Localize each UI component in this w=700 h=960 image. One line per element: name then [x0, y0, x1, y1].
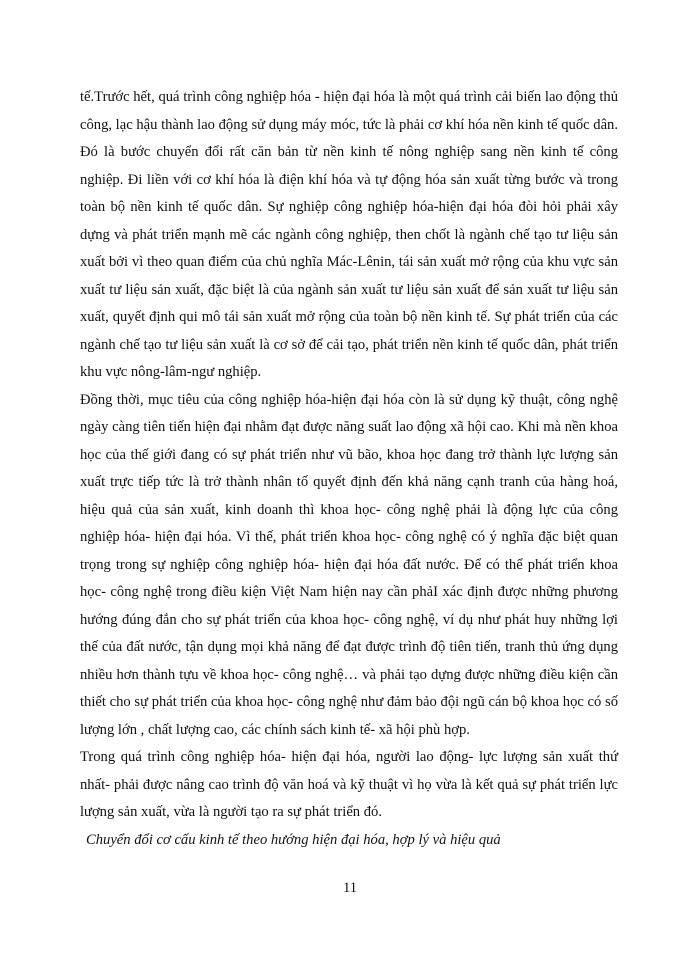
page-number: 11	[342, 880, 358, 896]
paragraph-labor-force: Trong quá trình công nghiệp hóa- hiện đại hóa, người lao động- lực lượng sản xuất thứ nhất- phải được nâng cao trình độ văn hoá và kỹ thuật vì họ vừa là kết quả sự phát triển lực lượng sản xuất, vừa là người tạo ra sự phát triển đó.	[80, 749, 618, 820]
paragraph-science-technology: Đồng thời, mục tiêu của công nghiệp hóa-hiện đại hóa còn là sử dụng kỹ thuật, công nghệ ngày càng tiên tiến hiện đại nhằm đạt được năng suất lao động xã hội cao. Khi mà nền khoa học của thế giới đang có sự phát triển như vũ bão, khoa học đang trở thành lực lượng sản xuất trực tiếp tức là trở thành nhân tố quyết định đến khả năng cạnh tranh của hàng hoá, hiệu quả của sản xuất, kinh doanh thì khoa học- công nghệ phải là động lực của công nghiệp hóa- hiện đại hóa. Vì thế, phát triển khoa học- công nghệ có ý nghĩa đặc biệt quan trọng trong sự nghiệp công nghiệp hóa- hiện đại hóa đất nước. Để có thể phát triển khoa học- công nghệ trong điều kiện Việt Nam hiện nay cần phảI xác định được những phương hướng đúng đắn cho sự phát triển của khoa học- công nghệ, ví dụ như phát huy những lợi thế của đất nước, tận dụng mọi khả năng để đạt được trình độ tiên tiến, tranh thủ ứng dụng nhiều hơn thành tựu về khoa học- công nghệ… và phải tạo dựng được những điều kiện cần thiết cho sự phát triển của khoa học- công nghệ như đảm bảo đội ngũ cán bộ khoa học có số lượng lớn , chất lượng cao, các chính sách kinh tế- xã hội phù hợp.	[80, 391, 618, 738]
section-heading: Chuyển đổi cơ cấu kinh tế theo hướng hiện đại hóa, hợp lý và hiệu quả	[86, 831, 501, 848]
body-text	[80, 84, 618, 854]
paragraph-industrialization-mechanization: tế.Trước hết, quá trình công nghiệp hóa - hiện đại hóa là một quá trình cải biến lao động thủ công, lạc hậu thành lao động sử dụng máy móc, tức là phải cơ khí hóa nền kinh tế quốc dân. Đó là bước chuyển đổi rất căn bản từ nền kinh tế nông nghiệp sang nền kinh tế công nghiệp. Đi liền với cơ khí hóa là điện khí hóa và tự động hóa sản xuất từng bước và trong toàn bộ nền kinh tế quốc dân. Sự nghiệp công nghiệp hóa-hiện đại hóa đòi hỏi phải xây dựng và phát triển mạnh mẽ các ngành công nghiệp, then chốt là ngành chế tạo tư liệu sản xuất bởi vì theo quan điểm của chủ nghĩa Mác-Lênin, tái sản xuất mở rộng của khu vực sản xuất tư liệu sản xuất, đặc biệt là của ngành sản xuất tư liệu sản xuất để sản xuất tư liệu sản xuất, quyết định qui mô tái sản xuất mở rộng của toàn bộ nền kinh tế. Sự phát triển của các ngành chế tạo tư liệu sản xuất là cơ sở để cải tạo, phát triển nền kinh tế quốc dân, phát triển khu vực nông-lâm-ngư nghiệp.	[80, 89, 618, 380]
